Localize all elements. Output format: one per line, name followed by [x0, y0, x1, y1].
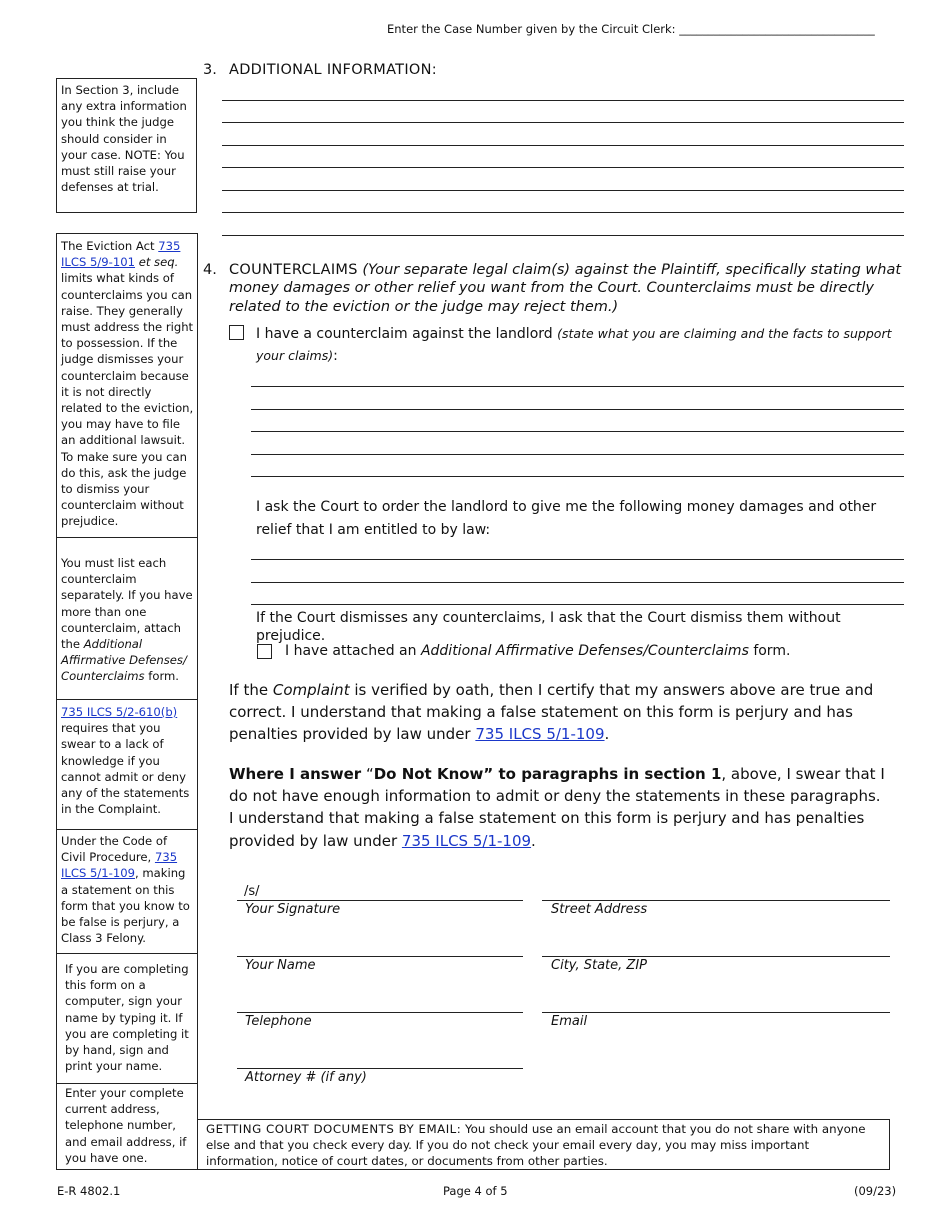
your-name-label: Your Name	[245, 958, 316, 973]
do-not-know-paragraph	[229, 763, 889, 852]
attached-form-checkbox[interactable]	[257, 644, 272, 659]
counterclaim-statement	[256, 323, 906, 367]
sidebar-box-list-counterclaims	[57, 555, 197, 685]
ilcs-2-610-link[interactable]: 735 ILCS 5/2-610(b)	[61, 705, 178, 719]
counterclaim-checkbox[interactable]	[229, 325, 244, 340]
et-seq-text: et seq.	[138, 255, 179, 270]
section3-answer-line[interactable]	[222, 145, 904, 146]
section4-note: (Your separate legal claim(s) against the Plaintiff, specifically stating what money damages or other relief you want from the Court. Counterclaims must be directly related to the eviction or the judge may reject them.)	[229, 262, 902, 315]
relief-answer-line[interactable]	[251, 582, 904, 583]
sidebar-divider	[56, 537, 198, 538]
do-not-know-lead: Where I answer	[229, 765, 362, 783]
email-notice-text: You should use an email account that you do not share with anyone else and that you check every day. If you do not check your email every day, you may miss important information, notice of court dates, or documents from other parties.	[206, 1122, 866, 1168]
do-not-know-text-b: , above, I swear that I do not have enough information to admit or deny the statements in these paragraphs.	[229, 765, 885, 806]
your-name-line[interactable]	[237, 956, 523, 957]
sidebar-box-address	[57, 1085, 197, 1166]
attached-form-statement	[285, 642, 905, 660]
telephone-line[interactable]	[237, 1012, 523, 1013]
sidebar-divider	[56, 829, 198, 830]
section3-answer-line[interactable]	[222, 212, 904, 213]
sidebar-box-lack-of-knowledge	[57, 704, 197, 817]
sidebar-box3-form-name: Additional Affirmative Defenses/ Counterclaims	[61, 637, 187, 684]
sidebar-divider	[56, 953, 198, 954]
section3-answer-line[interactable]	[222, 235, 904, 236]
section4-heading	[229, 261, 905, 316]
section4-number: 4.	[203, 262, 217, 278]
street-address-line[interactable]	[542, 900, 890, 901]
attorney-number-label: Attorney # (if any)	[245, 1070, 367, 1085]
perjury-statute-link[interactable]: 735 ILCS 5/1-109	[475, 725, 605, 744]
sidebar-box5-text-a: Under the Code of Civil Procedure,	[61, 834, 168, 865]
section3-answer-line[interactable]	[222, 100, 904, 101]
section3-title: ADDITIONAL INFORMATION:	[229, 62, 437, 78]
section3-answer-line[interactable]	[222, 122, 904, 123]
sidebar-box-section3-info	[56, 78, 197, 213]
sidebar-divider	[56, 699, 198, 700]
do-not-know-period: .	[531, 831, 536, 850]
do-not-know-quote: “	[365, 765, 374, 783]
email-notice-box	[197, 1119, 890, 1170]
counterclaim-text: I have a counterclaim against the landlord	[256, 326, 553, 342]
sidebar-box3-text-a: You must list each counterclaim separately. If you have more than one counterclaim, attach the	[61, 556, 193, 652]
signature-prefill: /s/	[244, 884, 260, 899]
do-not-know-bold: Do Not Know” to paragraphs in section 1	[373, 765, 722, 783]
form-id: E-R 4802.1	[57, 1184, 121, 1198]
ilcs-1-109-sidebar-link[interactable]: 735 ILCS 5/1-109	[61, 850, 178, 881]
section4-title: COUNTERCLAIMS	[229, 262, 358, 278]
email-notice-label: GETTING COURT DOCUMENTS BY EMAIL:	[206, 1122, 462, 1136]
do-not-know-text-c: I understand that making a false statement on this form is perjury and has penalties provided by law under	[229, 809, 865, 850]
street-address-label: Street Address	[551, 902, 648, 917]
sidebar-box4-text: requires that you swear to a lack of knowledge if you cannot admit or deny any of the statements in the Complaint.	[61, 721, 190, 817]
city-state-zip-line[interactable]	[542, 956, 890, 957]
sidebar-box7-text: Enter your complete current address, telephone number, and email address, if you have one.	[65, 1086, 187, 1165]
sidebar-box2-text-a: The Eviction Act	[61, 239, 155, 253]
verification-paragraph	[229, 679, 889, 746]
perjury-statute-link-2[interactable]: 735 ILCS 5/1-109	[401, 831, 532, 850]
counterclaim-answer-line[interactable]	[251, 431, 904, 432]
case-number-line[interactable]: Enter the Case Number given by the Circuit Clerk: __________________________________	[387, 22, 875, 36]
eviction-act-link[interactable]: 735 ILCS 5/9-101	[61, 239, 181, 270]
dismiss-without-prejudice-text: If the Court dismisses any counterclaims, I ask that the Court dismiss them without prejudice.	[256, 610, 841, 644]
counterclaim-colon: :	[333, 348, 338, 364]
counterclaim-answer-line[interactable]	[251, 476, 904, 477]
email-line[interactable]	[542, 1012, 890, 1013]
section3-number: 3.	[203, 62, 217, 78]
attached-form-name: Additional Affirmative Defenses/Counterclaims	[420, 643, 749, 659]
section3-answer-line[interactable]	[222, 190, 904, 191]
sidebar-box1-text: In Section 3, include any extra information you think the judge should consider in your case. NOTE: You must still raise your defenses at trial.	[61, 83, 187, 195]
telephone-label: Telephone	[245, 1014, 312, 1029]
attorney-number-line[interactable]	[237, 1068, 523, 1069]
relief-request-text: I ask the Court to order the landlord to give me the following money damages and other relief that I am entitled to by law:	[256, 499, 877, 538]
sidebar-divider	[56, 1083, 198, 1084]
email-label: Email	[551, 1014, 588, 1029]
city-state-zip-label: City, State, ZIP	[551, 958, 647, 973]
sidebar-box-eviction-act	[57, 236, 197, 530]
verification-text-a: If the	[229, 681, 269, 699]
verification-text-b: is verified by oath, then I certify that my answers above are true and correct. I understand that making a false statement on this form is perjury and has penalties provided by law under	[229, 681, 874, 744]
your-signature-label: Your Signature	[245, 902, 341, 917]
section3-answer-line[interactable]	[222, 167, 904, 168]
page-number: Page 4 of 5	[443, 1184, 508, 1198]
relief-answer-line[interactable]	[251, 604, 904, 605]
counterclaim-note: (state what you are claiming and the facts to support your claims)	[256, 326, 892, 363]
counterclaim-answer-line[interactable]	[251, 409, 904, 410]
complaint-word: Complaint	[272, 681, 350, 699]
attached-text-b: form.	[753, 643, 791, 659]
sidebar-box-perjury	[57, 833, 197, 946]
counterclaim-answer-line[interactable]	[251, 386, 904, 387]
verification-period: .	[604, 725, 610, 744]
relief-answer-line[interactable]	[251, 559, 904, 560]
sidebar-box6-text: If you are completing this form on a computer, sign your name by typing it. If you are completing it by hand, sign and print your name.	[65, 962, 189, 1074]
attached-text-a: I have attached an	[285, 643, 417, 659]
sidebar-box-signing	[57, 961, 197, 1074]
sidebar-box5-text-b: , making a statement on this form that you know to be false is perjury, a Class 3 Felony.	[61, 866, 190, 946]
sidebar-box2-text-b: limits what kinds of counterclaims you can raise. They generally must address the right to possession. If the judge dismisses your counterclaim because it is not directly related to the eviction, you may have to file an additional lawsuit. To make sure you can do this, ask the judge to dismiss your counterclaim without prejudice.	[61, 271, 194, 529]
counterclaim-answer-line[interactable]	[251, 454, 904, 455]
sidebar-box3-text-b: form.	[148, 669, 179, 684]
signature-line[interactable]	[237, 900, 523, 901]
form-date: (09/23)	[854, 1184, 897, 1198]
